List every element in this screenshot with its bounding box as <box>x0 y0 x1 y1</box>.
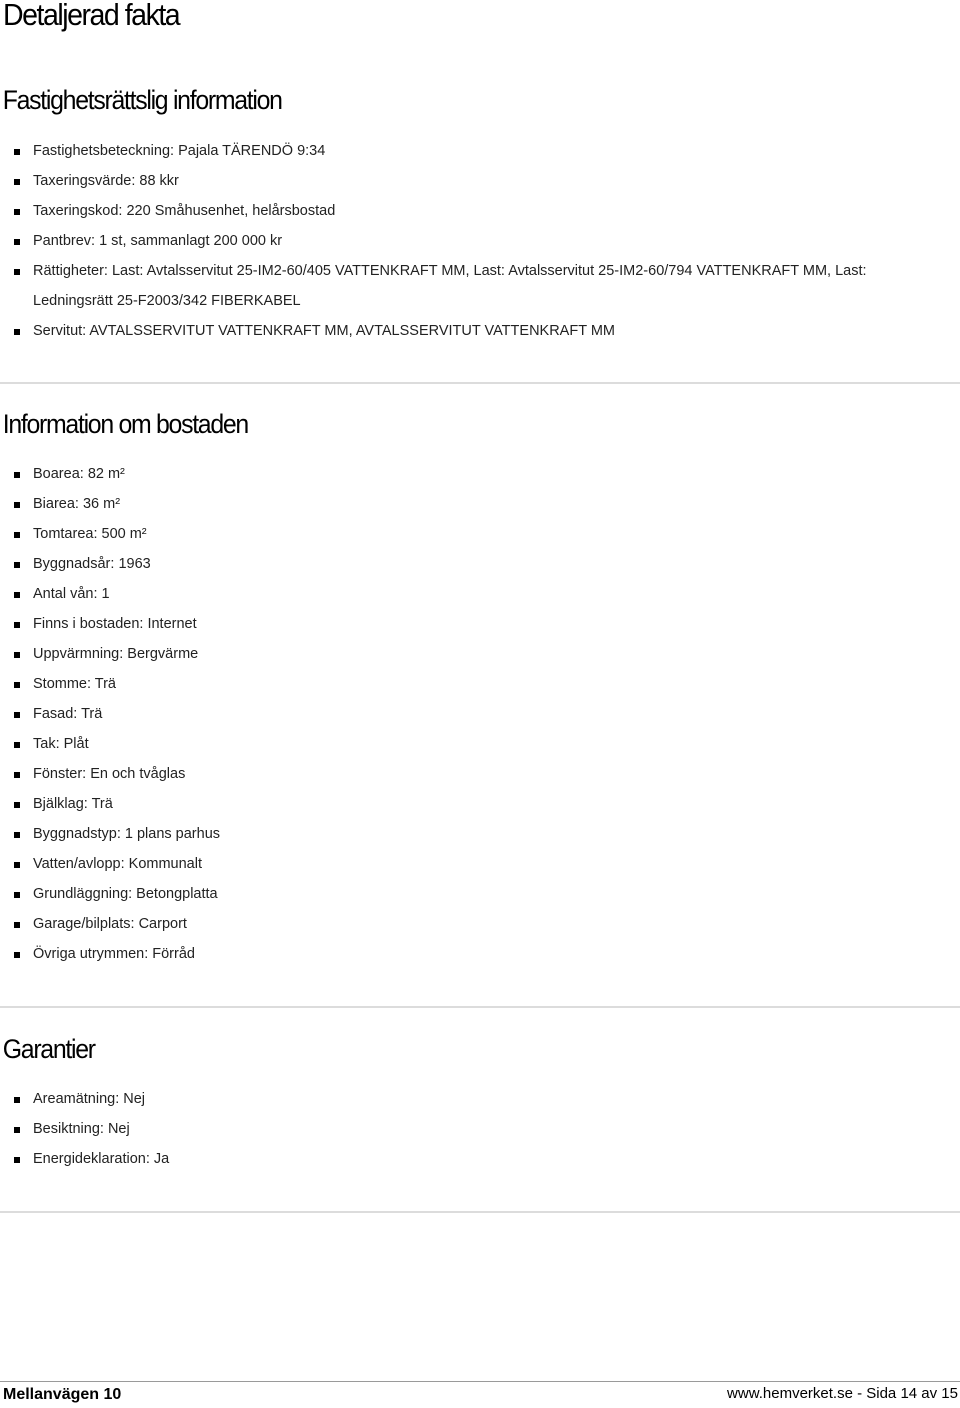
fact-list <box>0 136 960 346</box>
bullet-icon <box>14 742 20 748</box>
section-heading: Fastighetsrättslig information <box>2 85 282 115</box>
bullet-icon <box>14 892 20 898</box>
list-item <box>0 819 960 849</box>
bullet-icon <box>14 149 20 155</box>
list-item-text: Grundläggning: Betongplatta <box>33 886 218 902</box>
bullet-icon <box>14 772 20 778</box>
bullet-icon <box>14 832 20 838</box>
list-item-text: Stomme: Trä <box>33 676 116 692</box>
list-item <box>0 939 960 969</box>
list-item-text: Övriga utrymmen: Förråd <box>33 946 195 962</box>
list-item-text: Antal vån: 1 <box>33 586 110 602</box>
list-item-text: Vatten/avlopp: Kommunalt <box>33 856 202 872</box>
bullet-icon <box>14 179 20 185</box>
list-item-text: Servitut: AVTALSSERVITUT VATTENKRAFT MM, AVTALSSERVITUT VATTENKRAFT MM <box>33 323 615 339</box>
list-item-text: Byggnadstyp: 1 plans parhus <box>33 826 221 842</box>
bullet-icon <box>14 562 20 568</box>
list-item <box>0 316 960 346</box>
list-item <box>0 789 960 819</box>
list-item-text: Finns i bostaden: Internet <box>33 616 197 632</box>
bullet-icon <box>14 682 20 688</box>
list-item <box>0 759 960 789</box>
list-item <box>0 519 960 549</box>
list-item-text: Fastighetsbeteckning: Pajala TÄRENDÖ 9:34 <box>33 143 326 159</box>
list-item <box>0 1084 960 1114</box>
bullet-icon <box>14 1157 20 1163</box>
list-item-text: Boarea: 82 m² <box>33 466 125 482</box>
section-property-legal <box>0 83 960 346</box>
list-item-text: Besiktning: Nej <box>33 1121 130 1137</box>
bullet-icon <box>14 922 20 928</box>
bullet-icon <box>14 532 20 538</box>
list-item-text: Fasad: Trä <box>33 706 103 722</box>
list-item <box>0 879 960 909</box>
bullet-icon <box>14 239 20 245</box>
list-item <box>0 729 960 759</box>
list-item-text: Pantbrev: 1 st, sammanlagt 200 000 kr <box>33 233 283 249</box>
list-item-text: Bjälklag: Trä <box>33 796 113 812</box>
list-item-text: Tak: Plåt <box>33 736 89 752</box>
bullet-icon <box>14 862 20 868</box>
list-item <box>0 489 960 519</box>
list-item <box>0 549 960 579</box>
bullet-icon <box>14 592 20 598</box>
list-item-text: Garage/bilplats: Carport <box>33 916 187 932</box>
footer-rule <box>0 1381 960 1382</box>
footer-page-info: www.hemverket.se - Sida 14 av 15 <box>727 1385 958 1402</box>
list-item <box>0 226 960 256</box>
list-item <box>0 639 960 669</box>
bullet-icon <box>14 652 20 658</box>
list-item <box>0 459 960 489</box>
footer-address: Mellanvägen 10 <box>3 1386 122 1403</box>
bullet-icon <box>14 712 20 718</box>
bullet-icon <box>14 802 20 808</box>
section-housing-info <box>0 407 960 969</box>
fact-list <box>0 1084 960 1174</box>
list-item-text: Uppvärmning: Bergvärme <box>33 646 199 662</box>
list-item-text: Areamätning: Nej <box>33 1091 146 1107</box>
section-divider <box>0 382 960 384</box>
list-item <box>0 1144 960 1174</box>
list-item <box>0 579 960 609</box>
list-item-text: Tomtarea: 500 m² <box>33 526 147 542</box>
bullet-icon <box>14 622 20 628</box>
section-divider <box>0 1211 960 1213</box>
list-item-text: Byggnadsår: 1963 <box>33 556 151 572</box>
bullet-icon <box>14 502 20 508</box>
section-guarantees <box>0 1032 960 1174</box>
list-item-text: Taxeringskod: 220 Småhusenhet, helårsbostad <box>33 203 336 219</box>
list-item-text: Fönster: En och tvåglas <box>33 766 186 782</box>
list-item <box>0 136 960 166</box>
bullet-icon <box>14 209 20 215</box>
list-item <box>0 256 960 316</box>
list-item <box>0 166 960 196</box>
list-item-text: Taxeringsvärde: 88 kkr <box>33 173 179 189</box>
bullet-icon <box>14 952 20 958</box>
bullet-icon <box>14 472 20 478</box>
list-item-text: Rättigheter: Last: Avtalsservitut 25-IM2-60/405 VATTENKRAFT MM, Last: Avtalsservitut 25-IM2-60/794 VATTENKRAFT MM, Last: Ledningsrätt 25-F2003/342 FIBERKABEL <box>33 263 867 309</box>
list-item <box>0 196 960 226</box>
list-item <box>0 909 960 939</box>
list-item <box>0 699 960 729</box>
list-item-text: Energideklaration: Ja <box>33 1151 170 1167</box>
fact-list <box>0 459 960 969</box>
list-item-text: Biarea: 36 m² <box>33 496 121 512</box>
bullet-icon <box>14 329 20 335</box>
section-heading: Garantier <box>2 1034 95 1064</box>
list-item <box>0 669 960 699</box>
list-item <box>0 849 960 879</box>
list-item <box>0 1114 960 1144</box>
section-divider <box>0 1006 960 1008</box>
bullet-icon <box>14 1127 20 1133</box>
bullet-icon <box>14 1097 20 1103</box>
bullet-icon <box>14 269 20 275</box>
page-title: Detaljerad fakta <box>3 0 180 32</box>
list-item <box>0 609 960 639</box>
section-heading: Information om bostaden <box>2 409 248 439</box>
